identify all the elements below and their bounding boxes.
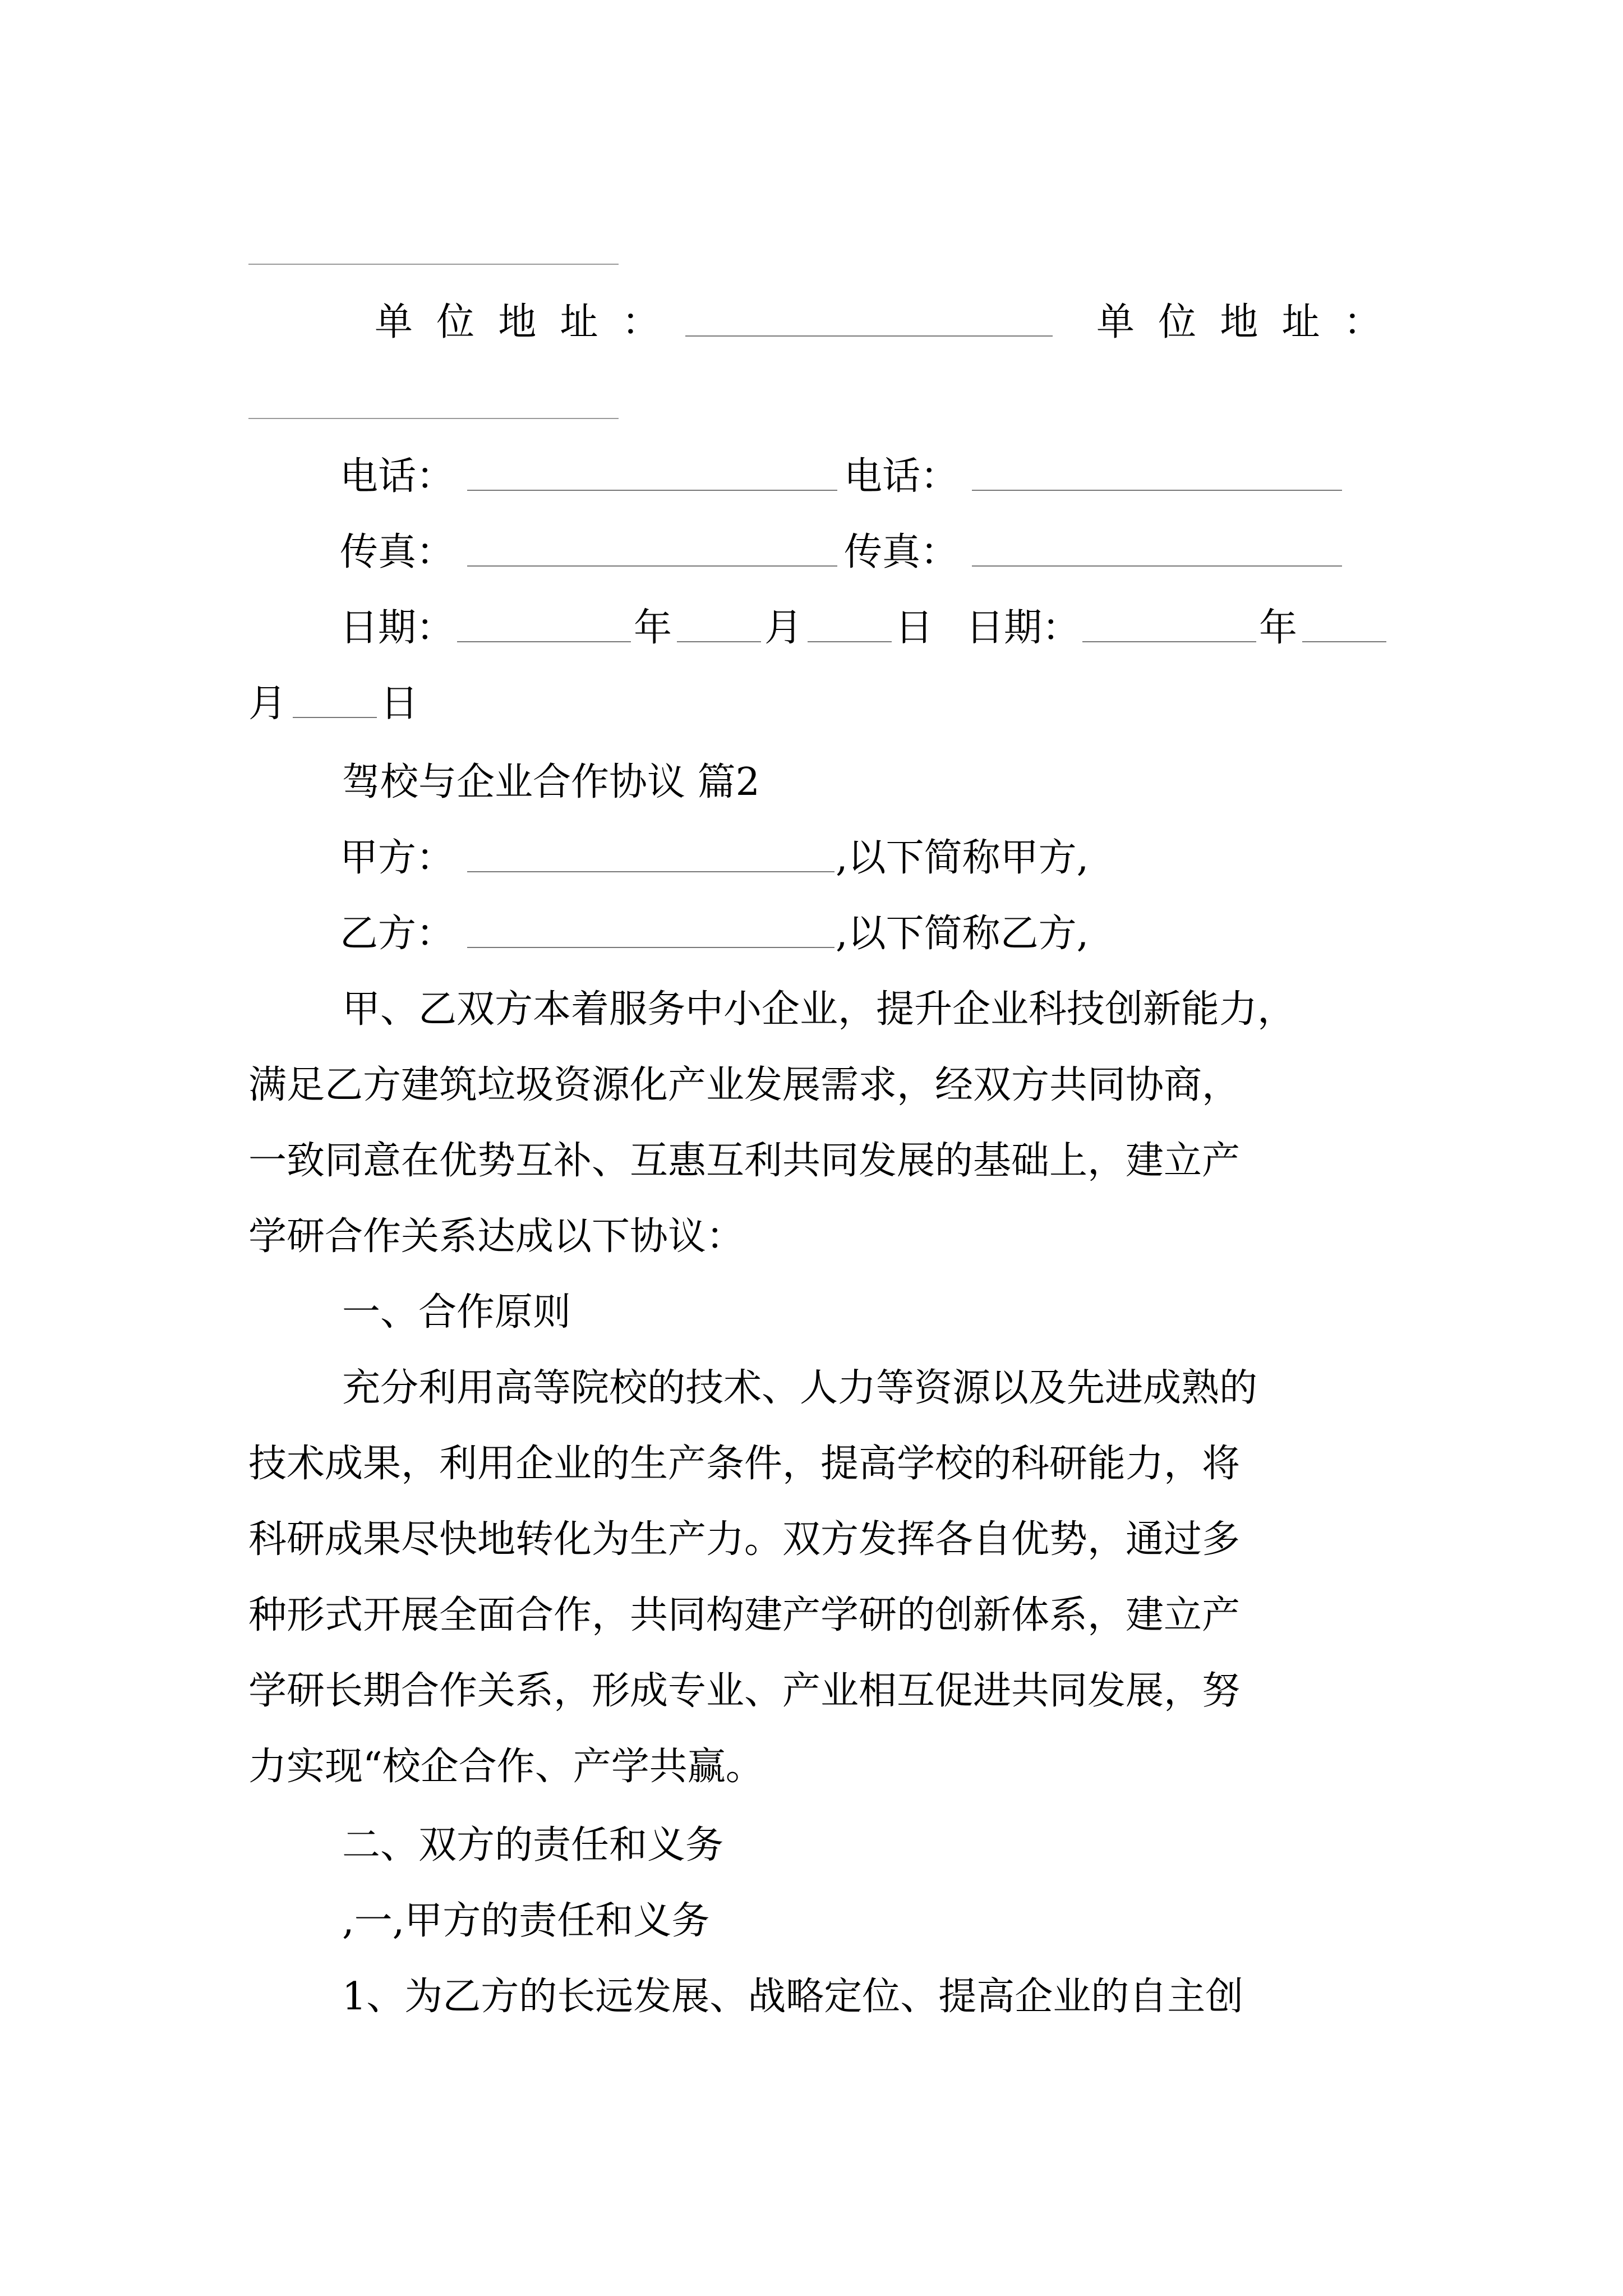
principle-line-2: 技术成果，利用企业的生产条件，提高学校的科研能力，将	[248, 1442, 1241, 1486]
phone-blank-a	[467, 490, 837, 491]
section-title: 驾校与企业合作协议 篇2	[342, 760, 760, 804]
year-label-a: 年	[634, 606, 672, 650]
fax-label-b: 传真：	[844, 530, 959, 574]
date-row	[0, 597, 1623, 659]
fax-row	[0, 522, 1623, 583]
date-row-continued	[0, 673, 1623, 735]
party-a-blank	[467, 871, 834, 872]
month-label-a: 月	[764, 606, 803, 650]
day-label-a: 日	[895, 606, 934, 650]
intro-line-3: 一致同意在优势互补、互惠互利共同发展的基础上，建立产	[248, 1139, 1241, 1183]
party-a-suffix: ,以下简称甲方,	[836, 836, 1089, 880]
unit-address-label-a: 单位地址：	[375, 300, 684, 344]
date-label-a: 日期：	[340, 606, 455, 650]
unit-address-blank-b	[248, 418, 619, 419]
intro-line-2: 满足乙方建筑垃圾资源化产业发展需求，经双方共同协商，	[248, 1063, 1241, 1107]
year-blank-a	[457, 641, 631, 642]
party-a-label: 甲方：	[340, 836, 455, 880]
party-b-label: 乙方：	[340, 912, 455, 956]
year-label-b: 年	[1259, 606, 1298, 650]
intro-line-1: 甲、乙双方本着服务中小企业，提升企业科技创新能力，	[342, 987, 1296, 1032]
unit-address-label-b: 单位地址：	[1096, 300, 1405, 344]
party-a-row	[0, 827, 1623, 889]
heading-responsibilities: 二、双方的责任和义务	[342, 1823, 724, 1867]
phone-blank-b	[972, 490, 1342, 491]
year-blank-b	[1082, 641, 1256, 642]
phone-label-a: 电话：	[340, 454, 455, 499]
principle-line-3: 科研成果尽快地转化为生产力。双方发挥各自优势，通过多	[248, 1517, 1241, 1562]
item-1: 1、为乙方的长远发展、战略定位、提高企业的自主创	[342, 1975, 1244, 2019]
date-label-b: 日期：	[966, 606, 1081, 650]
day-label-b: 日	[380, 682, 419, 726]
principle-line-5: 学研长期合作关系，形成专业、产业相互促进共同发展，努	[248, 1669, 1241, 1713]
phone-label-b: 电话：	[844, 454, 959, 499]
subheading-party-a: ,一,甲方的责任和义务	[342, 1899, 710, 1943]
principle-line-1: 充分利用高等院校的技术、人力等资源以及先进成熟的	[342, 1366, 1258, 1410]
day-blank-b	[293, 717, 377, 718]
principle-line-4: 种形式开展全面合作，共同构建产学研的创新体系，建立产	[248, 1593, 1241, 1637]
phone-row	[0, 446, 1623, 508]
month-blank-b	[1302, 641, 1386, 642]
day-blank-a	[808, 641, 892, 642]
heading-principle: 一、合作原则	[342, 1290, 571, 1335]
unit-address-blank-a	[685, 335, 1053, 337]
principle-line-6: 力实现“校企合作、产学共赢。	[248, 1745, 764, 1789]
signature-rule	[248, 264, 619, 265]
party-b-row	[0, 903, 1623, 965]
month-label-b: 月	[248, 682, 287, 726]
intro-line-4: 学研合作关系达成以下协议：	[248, 1214, 745, 1259]
fax-label-a: 传真：	[340, 530, 455, 574]
fax-blank-b	[972, 565, 1342, 567]
unit-address-row	[0, 292, 1623, 353]
fax-blank-a	[467, 565, 837, 567]
month-blank-a	[677, 641, 761, 642]
party-b-suffix: ,以下简称乙方,	[836, 912, 1089, 956]
party-b-blank	[467, 947, 834, 948]
